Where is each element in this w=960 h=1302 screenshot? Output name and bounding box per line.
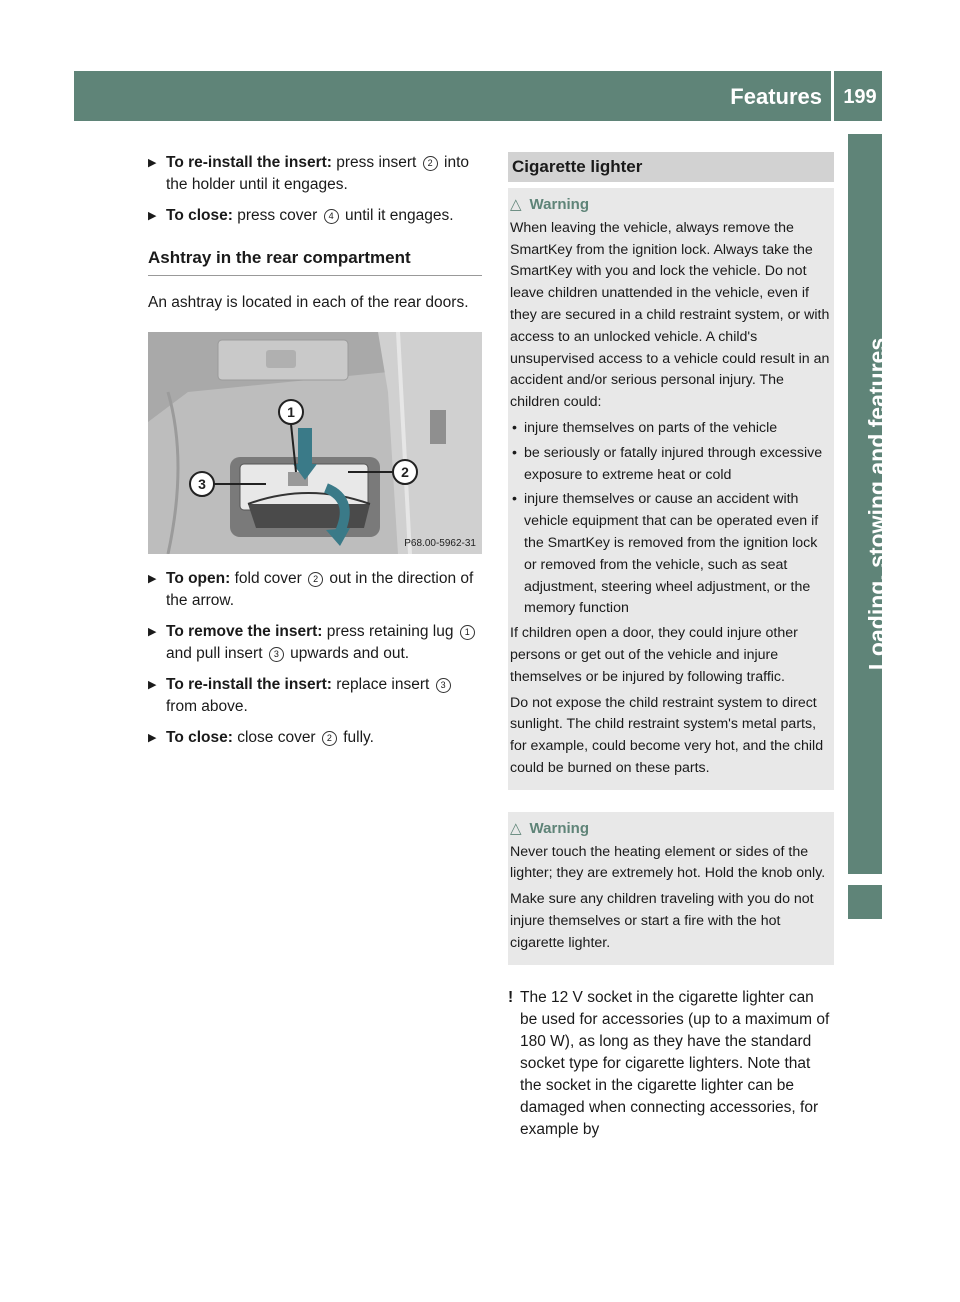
step-text: into the holder until it engages. (166, 154, 469, 193)
intro-paragraph: An ashtray is located in each of the rear doors. (148, 294, 469, 311)
notice-paragraph (508, 987, 834, 1141)
warning-paragraph: Never touch the heating element or sides of the lighter; they are extremely hot. Hold the knob only. (510, 843, 826, 882)
warning-paragraph: When leaving the vehicle, always remove the SmartKey from the ignition lock. Always take the SmartKey with you and lock the vehicle. Do not leave children unattended in the vehicle, even if they are secured in a child restraint system, or with access to an unlocked vehicle. A child's unsupervised access to a vehicle could result in an accident and/or serious personal injury. The children could: (510, 219, 830, 411)
callout-number: 2 (322, 731, 337, 746)
list-item (510, 443, 830, 487)
instruction-step (148, 205, 482, 227)
callout-1-label: 1 (287, 404, 295, 420)
step-text: press insert (336, 154, 417, 171)
list-item (510, 418, 830, 440)
warning-box (508, 812, 834, 965)
list-item-text: be seriously or fatally injured through excessive exposure to extreme heat or cold (524, 444, 823, 483)
list-item (510, 489, 830, 620)
callout-number: 2 (308, 572, 323, 587)
figure-code: P68.00-5962-31 (404, 538, 476, 549)
page-number: 199 (843, 86, 877, 108)
step-arrow-icon: ▶ (148, 210, 157, 222)
step-label: To close: (166, 729, 233, 746)
warning-title-text: Warning (529, 196, 589, 213)
step-text: fold cover (234, 570, 302, 587)
ashtray-figure (148, 332, 482, 554)
callout-number: 3 (436, 678, 451, 693)
ashtray-illustration (148, 332, 482, 554)
step-text: upwards and out. (290, 645, 410, 662)
list-item-text: injure themselves or cause an accident with vehicle equipment that can be operated even if the SmartKey is removed from the ignition lock or removed from the vehicle, such as seat adjustment, steering wheel adjustment, or the memory function (524, 491, 819, 617)
header-divider (831, 71, 834, 121)
page-section-title: Features (730, 84, 822, 109)
step-text: until it engages. (344, 207, 454, 224)
callout-2-label: 2 (401, 464, 409, 480)
spacer (508, 790, 834, 812)
warning-title (510, 194, 830, 216)
warning-title (510, 818, 830, 840)
instruction-step (148, 727, 482, 749)
step-label: To remove the insert: (166, 623, 323, 640)
step-text: replace insert (336, 676, 430, 693)
callout-number: 2 (423, 156, 438, 171)
step-label: To close: (166, 207, 233, 224)
step-text: fully. (343, 729, 374, 746)
step-arrow-icon: ▶ (148, 732, 157, 744)
instruction-step (148, 621, 482, 665)
right-column (508, 152, 834, 1141)
step-label: To open: (166, 570, 231, 587)
exclamation-icon: ! (508, 988, 514, 1006)
step-arrow-icon: ▶ (148, 573, 157, 585)
left-column (148, 152, 482, 758)
warning-triangle-icon: △ (510, 196, 522, 213)
chapter-side-tab (848, 134, 890, 874)
step-text: press retaining lug (326, 623, 454, 640)
callout-number: 3 (269, 647, 284, 662)
step-text: from above. (166, 698, 248, 715)
bullet-icon: • (512, 491, 517, 508)
step-arrow-icon: ▶ (148, 157, 157, 169)
warning-title-text: Warning (529, 819, 589, 837)
step-text: and pull insert (166, 645, 263, 662)
callout-number: 1 (460, 625, 475, 640)
step-label: To re-install the insert: (166, 676, 332, 693)
bullet-icon: • (512, 419, 517, 436)
notice-text: The 12 V socket in the cigarette lighter can be used for accessories (up to a maximum of 180 W), as long as they have the standard socket type for cigarette lighters. Note that the socket in the cigarette lighter can be damaged when connecting accessories, for example by (520, 988, 830, 1138)
step-label: To re-install the insert: (166, 154, 332, 171)
step-arrow-icon: ▶ (148, 626, 157, 638)
step-arrow-icon: ▶ (148, 679, 157, 691)
list-item-text: injure themselves on parts of the vehicle (524, 419, 778, 436)
warning-paragraph: Do not expose the child restraint system to direct sunlight. The child restraint system's metal parts, for example, could become very hot, and the child could be burned on these parts. (510, 694, 824, 776)
step-text: out in the direction of the arrow. (166, 570, 474, 609)
instruction-step (148, 152, 482, 196)
step-text: close cover (237, 729, 316, 746)
section-heading: Cigarette lighter (508, 152, 834, 182)
section-heading: Ashtray in the rear compartment (148, 247, 482, 276)
warning-paragraph: Make sure any children traveling with you do not injure themselves or start a fire with the hot cigarette lighter. (510, 891, 814, 951)
chapter-side-tab-label: Loading, stowing and features (864, 337, 890, 671)
instruction-step (148, 674, 482, 718)
side-tab-marker (848, 885, 882, 919)
warning-box (508, 188, 834, 790)
callout-3-label: 3 (198, 476, 206, 492)
step-text: press cover (237, 207, 318, 224)
warning-triangle-icon: △ (510, 819, 522, 837)
instruction-step (148, 568, 482, 612)
warning-paragraph: If children open a door, they could injure other persons or get out of the vehicle and injure themselves or be injured by following traffic. (510, 625, 798, 685)
bullet-icon: • (512, 444, 517, 461)
callout-number: 4 (324, 209, 339, 224)
